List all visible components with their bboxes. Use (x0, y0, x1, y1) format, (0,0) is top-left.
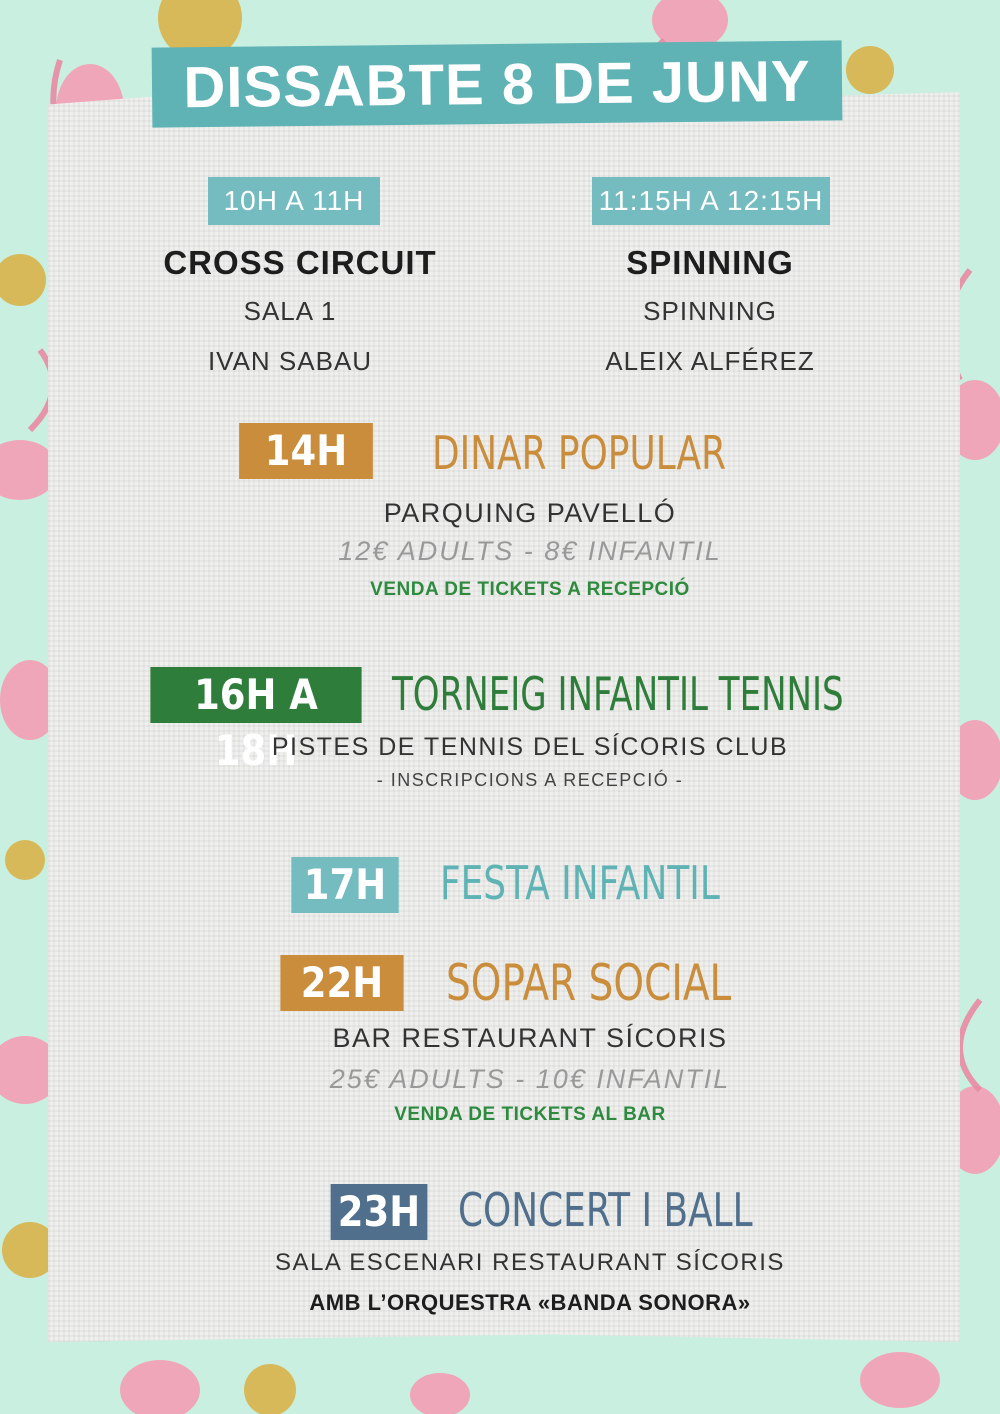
class-name: CROSS CIRCUIT (163, 244, 437, 281)
event-band-note: AMB L’ORQUESTRA «BANDA SONORA» (309, 1290, 751, 1315)
event-place: SALA ESCENARI RESTAURANT SÍCORIS (275, 1249, 785, 1276)
event-time-badge: 17H (291, 857, 398, 913)
event-title: FESTA INFANTIL (440, 856, 720, 910)
class-instructor: ALEIX ALFÉREZ (605, 346, 815, 376)
class-time-badge: 11:15H A 12:15H (592, 177, 830, 225)
class-instructor: IVAN SABAU (207, 346, 373, 376)
class-room: SALA 1 (243, 296, 337, 326)
event-title: SOPAR SOCIAL (446, 954, 732, 1012)
event-title: DINAR POPULAR (432, 426, 726, 480)
event-ticket-note: VENDA DE TICKETS AL BAR (394, 1104, 666, 1125)
event-price: 25€ ADULTS - 10€ INFANTIL (329, 1064, 731, 1094)
event-place: BAR RESTAURANT SÍCORIS (332, 1023, 728, 1053)
event-ticket-note: VENDA DE TICKETS A RECEPCIÓ (370, 579, 690, 600)
event-time-badge: 16H A 18H (150, 667, 361, 723)
event-title: TORNEIG INFANTIL TENNIS (392, 667, 844, 721)
class-time-badge: 10H A 11H (208, 177, 380, 225)
event-price: 12€ ADULTS - 8€ INFANTIL (338, 536, 722, 566)
event-place: PARQUING PAVELLÓ (383, 498, 677, 528)
event-time-badge: 14H (239, 423, 373, 479)
event-time-badge: 23H (331, 1184, 428, 1240)
event-place: PISTES DE TENNIS DEL SÍCORIS CLUB (271, 733, 789, 761)
event-title: CONCERT I BALL (458, 1183, 753, 1237)
event-time-badge: 22H (280, 955, 403, 1011)
event-registration-note: - INSCRIPCIONS A RECEPCIÓ - (376, 770, 684, 790)
page-title: DISSABTE 8 DE JUNY (152, 40, 843, 127)
class-room: SPINNING (643, 296, 777, 326)
class-name: SPINNING (626, 244, 794, 281)
